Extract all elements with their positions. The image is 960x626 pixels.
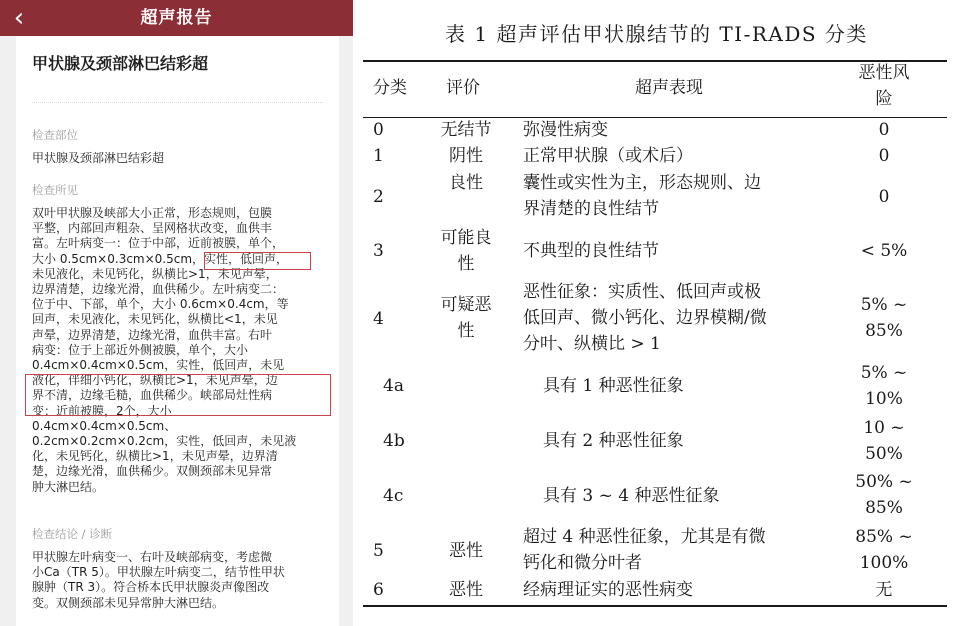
cell-findings: 囊性或实性为主，形态规则、边 界清楚的良性结节 (523, 173, 761, 219)
findings-line: 未见液化，未见钙化，纵横比>1，未见声晕， (32, 266, 278, 281)
cell-evaluation: 阴性 (449, 146, 483, 166)
section-label-conclusion: 检查结论 / 诊断 (32, 527, 113, 541)
cell-findings: 正常甲状腺（或术后） (523, 146, 693, 166)
findings-line: 界不清，边缘毛糙，血供稀少。峡部局灶性病 (32, 388, 273, 403)
findings-line: 楚，边缘光滑，血供稀少。双侧颈部未见异常 (32, 464, 273, 479)
header-findings: 超声表现 (635, 78, 703, 98)
cell-evaluation: 无结节 (440, 120, 492, 140)
cell-class: 5 (373, 541, 384, 561)
divider (32, 102, 323, 103)
header-class: 分类 (373, 78, 407, 98)
cell-findings: 具有 1 种恶性征象 (543, 376, 684, 396)
cell-risk: 10 ~ 50% (863, 418, 905, 464)
section-label-findings: 检查所见 (32, 183, 78, 197)
conclusion-line: 变。双侧颈部未见异常肿大淋巴结。 (32, 595, 225, 610)
cell-class: 4a (383, 376, 404, 396)
highlight-box (204, 252, 311, 270)
chevron-left-icon: ‹ (13, 3, 25, 33)
findings-line: 病变：位于上部近外侧被膜，单个，大小 (32, 342, 249, 357)
cell-findings: 弥漫性病变 (523, 120, 608, 140)
cell-findings: 恶性征象：实质性、低回声或极 低回声、微小钙化、边界模糊/微 分叶、纵横比 > 1 (523, 282, 767, 354)
report-screen (0, 0, 353, 626)
cell-findings: 具有 3 ~ 4 种恶性征象 (543, 486, 720, 506)
cell-findings: 经病理证实的恶性病变 (523, 580, 693, 600)
cell-risk: 5% ~ 85% (860, 295, 908, 341)
cell-risk: 0 (878, 146, 890, 166)
table-bottom-rule (363, 605, 947, 607)
cell-class: 4 (373, 309, 384, 329)
cell-risk: < 5% (860, 241, 908, 261)
findings-line: 0.2cm×0.2cm×0.2cm，实性，低回声，未见液 (32, 434, 297, 449)
findings-line: 富。左叶病变一：位于中部，近前被膜，单个， (32, 236, 285, 251)
cell-evaluation: 恶性 (449, 541, 483, 561)
findings-line: 0.4cm×0.4cm×0.5cm，实性，低回声，未见 (32, 358, 285, 373)
cell-risk: 5% ~ 10% (860, 363, 908, 409)
nav-bar (0, 0, 353, 36)
conclusion-line: 腺肿（TR 3）。符合桥本氏甲状腺炎声像图改 (32, 580, 270, 595)
section-value-part: 甲状腺及颈部淋巴结彩超 (32, 151, 165, 165)
highlight-box-wide (25, 374, 331, 416)
findings-line: 边界清楚，边缘光滑，血供稀少。左叶病变二： (32, 282, 285, 297)
cell-class: 3 (373, 241, 384, 261)
cell-evaluation: 可疑恶 性 (440, 295, 492, 341)
findings-line: 化，未见钙化，纵横比>1，未见声晕，边界清 (32, 449, 278, 464)
cell-evaluation: 良性 (449, 173, 483, 193)
conclusion-line: 小Ca（TR 5）。甲状腺左叶病变二，结节性甲状 (32, 565, 285, 580)
findings-text (32, 206, 296, 495)
findings-line: 肿大淋巴结。 (32, 479, 105, 494)
report-card (16, 36, 339, 626)
table-title: 表 1 超声评估甲状腺结节的 TI-RADS 分类 (445, 22, 868, 46)
findings-line: 大小 0.5cm×0.3cm×0.5cm，实性，低回声， (32, 251, 289, 266)
cell-class: 1 (373, 146, 384, 166)
conclusion-text (32, 550, 285, 611)
cell-evaluation: 恶性 (449, 580, 483, 600)
findings-line: 平整，内部回声粗杂、呈网格状改变，血供丰 (32, 221, 273, 236)
cell-risk: 0 (878, 120, 890, 140)
cell-class: 6 (373, 580, 384, 600)
cell-findings: 超过 4 种恶性征象，尤其是有微 钙化和微分叶者 (523, 527, 766, 573)
cell-class: 4c (383, 486, 404, 506)
findings-line: 回声，未见液化，未见钙化，纵横比<1，未见 (32, 312, 278, 327)
cell-class: 4b (383, 431, 405, 451)
findings-line: 声晕，边界清楚，边缘光滑，血供丰富。右叶 (32, 327, 273, 342)
cell-class: 0 (373, 120, 384, 140)
cell-risk: 0 (878, 187, 890, 207)
header-evaluation: 评价 (446, 78, 480, 98)
conclusion-line: 甲状腺左叶病变一、右叶及峡部病变，考虑微 (32, 550, 273, 564)
cell-evaluation: 可能良 性 (440, 228, 492, 274)
cell-findings: 不典型的良性结节 (523, 241, 659, 261)
findings-line: 变：近前被膜，2个，大小 (32, 403, 172, 418)
findings-line: 0.4cm×0.4cm×0.5cm、 (32, 418, 177, 433)
cell-findings: 具有 2 种恶性征象 (543, 431, 684, 451)
tirads-table-panel (353, 0, 960, 626)
findings-line: 液化，伴细小钙化，纵横比>1，未见声晕，边 (32, 373, 278, 388)
findings-line: 双叶甲状腺及峡部大小正常，形态规则，包膜 (32, 206, 273, 220)
cell-risk: 85% ~ 100% (855, 527, 913, 573)
exam-title: 甲状腺及颈部淋巴结彩超 (32, 54, 209, 73)
cell-class: 2 (373, 187, 384, 207)
section-label-part: 检查部位 (32, 128, 78, 142)
findings-line: 位于中、下部，单个，大小 0.6cm×0.4cm，等 (32, 297, 289, 312)
header-risk: 恶性风 险 (858, 63, 910, 109)
cell-risk: 50% ~ 85% (855, 472, 913, 518)
cell-risk: 无 (875, 580, 893, 600)
nav-title: 超声报告 (140, 8, 213, 28)
